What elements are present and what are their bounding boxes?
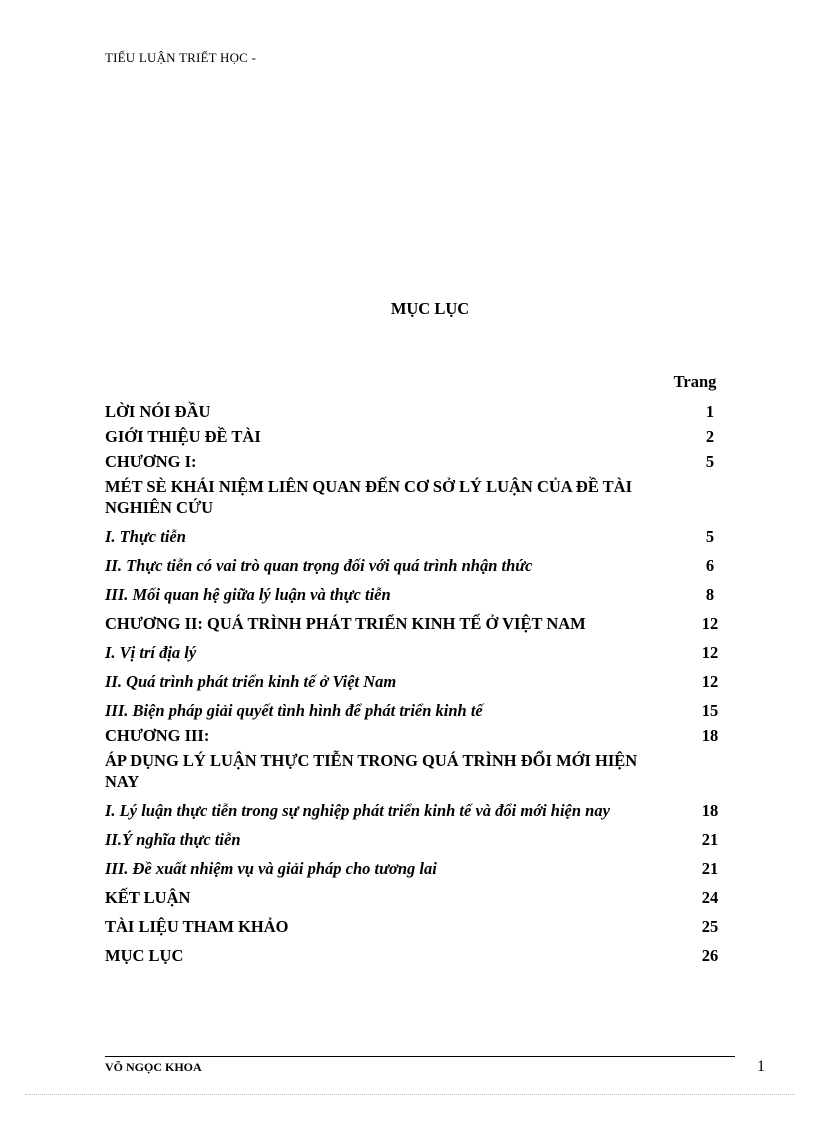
toc-entry-page: 12 (701, 614, 719, 633)
toc-entry-references (105, 912, 745, 941)
toc-entry-label: III. Mối quan hệ giữa lý luận và thực tiễn (105, 585, 391, 604)
toc-entry-label: I. Lý luận thực tiễn trong sự nghiệp phát triển kinh tế và đổi mới hiện nay (105, 801, 610, 820)
toc-entry-label: CHƯƠNG II: QUÁ TRÌNH PHÁT TRIỂN KINH TẾ Ở VIỆT NAM (105, 614, 586, 633)
toc-entry-label: CHƯƠNG III: (105, 726, 210, 745)
toc-entry-section (105, 638, 745, 667)
footer-author: VÕ NGỌC KHOA (105, 1060, 202, 1074)
footer-divider (105, 1056, 735, 1057)
toc-entry-section (105, 580, 745, 609)
toc-entry-page: 2 (705, 427, 715, 446)
toc-entry-page: 5 (705, 452, 715, 471)
toc-entry-section (105, 667, 745, 696)
toc-entry-chapter-1-title (105, 472, 745, 522)
running-header: TIỂU LUẬN TRIẾT HỌC - (105, 50, 257, 65)
toc-entry-page: 15 (701, 701, 719, 720)
toc-entry-label: CHƯƠNG I: (105, 452, 197, 471)
toc-entry-label: III. Biện pháp giải quyết tình hình để phát triển kinh tế (105, 701, 483, 720)
toc-entry-page: 8 (705, 585, 715, 604)
toc-entry-page: 21 (701, 830, 719, 849)
toc-entry-label: II.Ý nghĩa thực tiễn (105, 830, 241, 849)
toc-entry-page: 1 (705, 402, 715, 421)
toc-entry-label: TÀI LIỆU THAM KHẢO (105, 917, 289, 936)
page-break-dotted-line (25, 1094, 795, 1095)
toc-entry-section (105, 551, 745, 580)
toc-entry-chapter-2 (105, 609, 745, 638)
page-column-header: Trang (673, 372, 717, 391)
toc-entry-label: GIỚI THIỆU ĐỀ TÀI (105, 427, 261, 446)
toc-title: MỤC LỤC (390, 299, 470, 318)
toc-entry-section (105, 796, 745, 825)
toc-entry-page: 26 (701, 946, 719, 965)
toc-entry-page (675, 472, 745, 480)
toc-entry-page: 6 (705, 556, 715, 575)
toc-entry-label: ÁP DỤNG LÝ LUẬN THỰC TIỄN TRONG QUÁ TRÌNH ĐỔI MỚI HIỆN NAY (105, 751, 638, 791)
toc-entry-foreword (105, 401, 745, 422)
toc-entry-section (105, 696, 745, 725)
toc-entry-section (105, 854, 745, 883)
toc-entry-section (105, 825, 745, 854)
toc-entry-label: KẾT LUẬN (105, 888, 191, 907)
toc-entry-page (675, 746, 745, 754)
toc-entry-contents (105, 941, 745, 970)
toc-entry-page: 18 (701, 726, 719, 745)
toc-entry-page: 5 (705, 527, 715, 546)
toc-entry-page: 21 (701, 859, 719, 878)
toc-entry-label: I. Vị trí địa lý (105, 643, 197, 662)
toc-entry-page: 24 (701, 888, 719, 907)
page-number: 1 (757, 1058, 765, 1075)
toc-entry-label: II. Quá trình phát triển kinh tế ở Việt Nam (105, 672, 397, 691)
toc-entry-label: MỤC LỤC (105, 946, 184, 965)
toc-entry-page: 18 (701, 801, 719, 820)
toc-entry-page: 12 (701, 643, 719, 662)
toc-entry-chapter-1 (105, 451, 745, 472)
table-of-contents (105, 401, 745, 970)
toc-entry-label: LỜI NÓI ĐẦU (105, 402, 211, 421)
toc-entry-label: MÉT SÈ KHÁI NIỆM LIÊN QUAN ĐẾN CƠ SỞ LÝ LUẬN CỦA ĐỀ TÀI NGHIÊN CỨU (105, 477, 633, 517)
toc-entry-conclusion (105, 883, 745, 912)
toc-entry-label: III. Đề xuất nhiệm vụ và giải pháp cho tương lai (105, 859, 437, 878)
toc-entry-label: II. Thực tiễn có vai trò quan trọng đối với quá trình nhận thức (105, 556, 533, 575)
toc-entry-section (105, 522, 745, 551)
toc-entry-chapter-3-title (105, 746, 745, 796)
toc-entry-page: 12 (701, 672, 719, 691)
toc-entry-page: 25 (701, 917, 719, 936)
toc-entry-chapter-3 (105, 725, 745, 746)
toc-entry-label: I. Thực tiễn (105, 527, 186, 546)
toc-entry-introduction (105, 422, 745, 451)
